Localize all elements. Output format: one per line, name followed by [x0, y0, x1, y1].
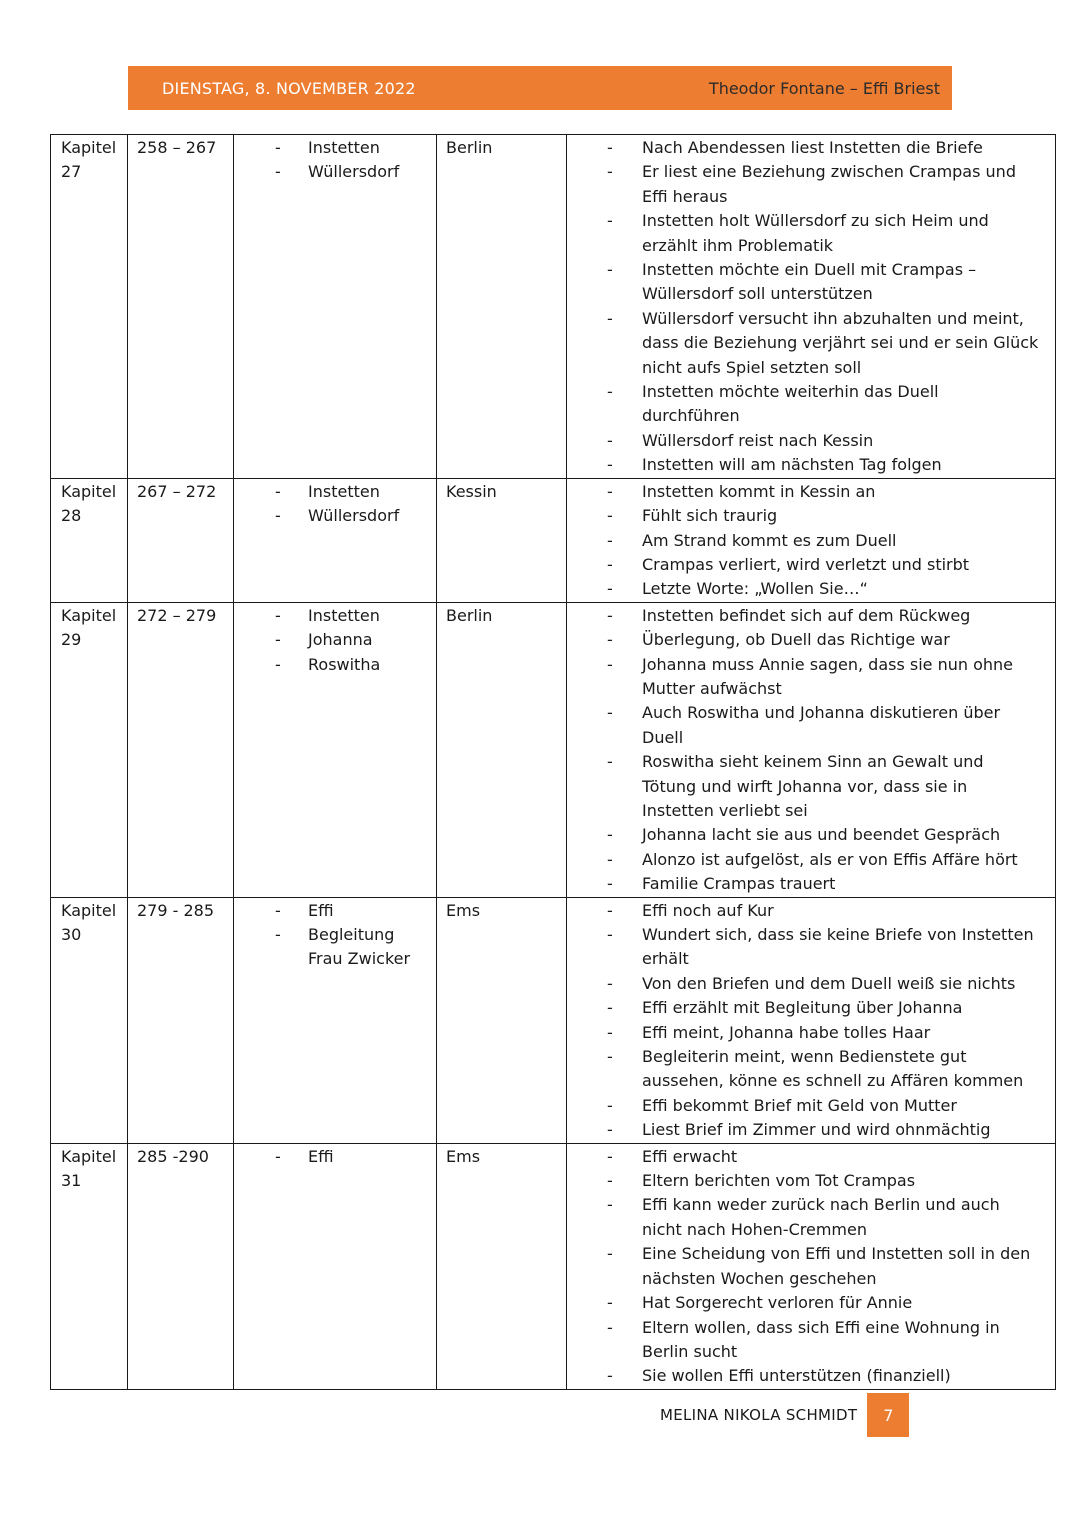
pages-cell: 285 -290 — [128, 1143, 234, 1389]
location-cell: Ems — [437, 897, 567, 1143]
page-header — [128, 66, 952, 110]
event-item: - Johanna muss Annie sagen, dass sie nun ohne Mutter aufwächst — [567, 653, 1055, 702]
chapter-cell: Kapitel 29 — [51, 602, 128, 897]
event-item: - Instetten will am nächsten Tag folgen — [567, 453, 1055, 477]
event-item: - Instetten holt Wüllersdorf zu sich Heim und erzählt ihm Problematik — [567, 209, 1055, 258]
pages-cell: 279 - 285 — [128, 897, 234, 1143]
event-item: - Am Strand kommt es zum Duell — [567, 529, 1055, 553]
location-cell: Kessin — [437, 478, 567, 602]
pages-cell: 258 – 267 — [128, 135, 234, 479]
event-item: - Effi erzählt mit Begleitung über Johanna — [567, 996, 1055, 1020]
page-number: 7 — [867, 1393, 909, 1437]
event-item: - Von den Briefen und dem Duell weiß sie nichts — [567, 972, 1055, 996]
characters-list — [234, 604, 436, 677]
characters-list — [234, 480, 436, 529]
events-list — [567, 899, 1055, 1143]
characters-cell — [234, 1143, 437, 1389]
chapter-cell: Kapitel 30 — [51, 897, 128, 1143]
chapter-cell: Kapitel 31 — [51, 1143, 128, 1389]
events-cell — [567, 1143, 1056, 1389]
characters-list — [234, 136, 436, 185]
event-item: - Familie Crampas trauert — [567, 872, 1055, 896]
event-item: - Crampas verliert, wird verletzt und stirbt — [567, 553, 1055, 577]
location-cell: Berlin — [437, 602, 567, 897]
table-row — [51, 478, 1056, 602]
event-item: - Eltern wollen, dass sich Effi eine Wohnung in Berlin sucht — [567, 1316, 1055, 1365]
chapter-summary-table — [50, 134, 1056, 1390]
events-cell — [567, 602, 1056, 897]
table-row — [51, 1143, 1056, 1389]
characters-list — [234, 1145, 436, 1169]
event-item: - Johanna lacht sie aus und beendet Gespräch — [567, 823, 1055, 847]
event-item: - Wüllersdorf reist nach Kessin — [567, 429, 1055, 453]
character-item: - Roswitha — [234, 653, 436, 677]
event-item: - Letzte Worte: „Wollen Sie…“ — [567, 577, 1055, 601]
event-item: - Effi bekommt Brief mit Geld von Mutter — [567, 1094, 1055, 1118]
chapter-cell: Kapitel 28 — [51, 478, 128, 602]
events-cell — [567, 897, 1056, 1143]
character-item: - Wüllersdorf — [234, 504, 436, 528]
character-item: - Begleitung — [234, 923, 436, 947]
event-item: - Effi noch auf Kur — [567, 899, 1055, 923]
characters-cell — [234, 897, 437, 1143]
event-item: - Effi erwacht — [567, 1145, 1055, 1169]
character-item: - Instetten — [234, 480, 436, 504]
events-list — [567, 136, 1055, 478]
event-item: - Instetten möchte ein Duell mit Crampas – Wüllersdorf soll unterstützen — [567, 258, 1055, 307]
events-list — [567, 1145, 1055, 1389]
table-row — [51, 602, 1056, 897]
event-item: - Alonzo ist aufgelöst, als er von Effis Affäre hört — [567, 848, 1055, 872]
event-item: - Auch Roswitha und Johanna diskutieren über Duell — [567, 701, 1055, 750]
event-item: - Effi kann weder zurück nach Berlin und auch nicht nach Hohen-Cremmen — [567, 1193, 1055, 1242]
table-row — [51, 135, 1056, 479]
events-cell — [567, 478, 1056, 602]
event-item: - Effi meint, Johanna habe tolles Haar — [567, 1021, 1055, 1045]
events-list — [567, 480, 1055, 602]
event-item: - Instetten befindet sich auf dem Rückweg — [567, 604, 1055, 628]
event-item: - Er liest eine Beziehung zwischen Crampas und Effi heraus — [567, 160, 1055, 209]
characters-list — [234, 899, 436, 972]
header-date: DIENSTAG, 8. NOVEMBER 2022 — [162, 78, 416, 98]
character-item: - Instetten — [234, 136, 436, 160]
table-row — [51, 897, 1056, 1143]
event-item: - Sie wollen Effi unterstützen (finanziell) — [567, 1364, 1055, 1388]
character-item: - Effi — [234, 899, 436, 923]
event-item: - Eltern berichten vom Tot Crampas — [567, 1169, 1055, 1193]
character-item: - Johanna — [234, 628, 436, 652]
event-item: - Hat Sorgerecht verloren für Annie — [567, 1291, 1055, 1315]
table-body — [51, 135, 1056, 1390]
event-item: - Instetten möchte weiterhin das Duell durchführen — [567, 380, 1055, 429]
event-item: - Fühlt sich traurig — [567, 504, 1055, 528]
characters-cell — [234, 135, 437, 479]
pages-cell: 267 – 272 — [128, 478, 234, 602]
event-item: - Roswitha sieht keinem Sinn an Gewalt und Tötung und wirft Johanna vor, dass sie in Instetten verliebt sei — [567, 750, 1055, 823]
event-item: - Wundert sich, dass sie keine Briefe von Instetten erhält — [567, 923, 1055, 972]
events-list — [567, 604, 1055, 897]
pages-cell: 272 – 279 — [128, 602, 234, 897]
character-item: - Instetten — [234, 604, 436, 628]
footer-author: MELINA NIKOLA SCHMIDT — [660, 1406, 858, 1424]
characters-cell — [234, 602, 437, 897]
chapter-cell: Kapitel 27 — [51, 135, 128, 479]
character-item: - Effi — [234, 1145, 436, 1169]
events-cell — [567, 135, 1056, 479]
event-item: - Überlegung, ob Duell das Richtige war — [567, 628, 1055, 652]
character-item-extra: Frau Zwicker — [308, 949, 411, 969]
character-item: - Wüllersdorf — [234, 160, 436, 184]
location-cell: Ems — [437, 1143, 567, 1389]
characters-cell — [234, 478, 437, 602]
page-footer — [660, 1393, 909, 1437]
event-item: - Liest Brief im Zimmer und wird ohnmächtig — [567, 1118, 1055, 1142]
event-item: - Eine Scheidung von Effi und Instetten soll in den nächsten Wochen geschehen — [567, 1242, 1055, 1291]
location-cell: Berlin — [437, 135, 567, 479]
event-item: - Wüllersdorf versucht ihn abzuhalten und meint, dass die Beziehung verjährt sei und er sein Glück nicht aufs Spiel setzten soll — [567, 307, 1055, 380]
event-item: - Nach Abendessen liest Instetten die Briefe — [567, 136, 1055, 160]
header-work-title: Theodor Fontane – Effi Briest — [708, 78, 940, 98]
event-item: - Instetten kommt in Kessin an — [567, 480, 1055, 504]
event-item: - Begleiterin meint, wenn Bedienstete gut aussehen, könne es schnell zu Affären kommen — [567, 1045, 1055, 1094]
